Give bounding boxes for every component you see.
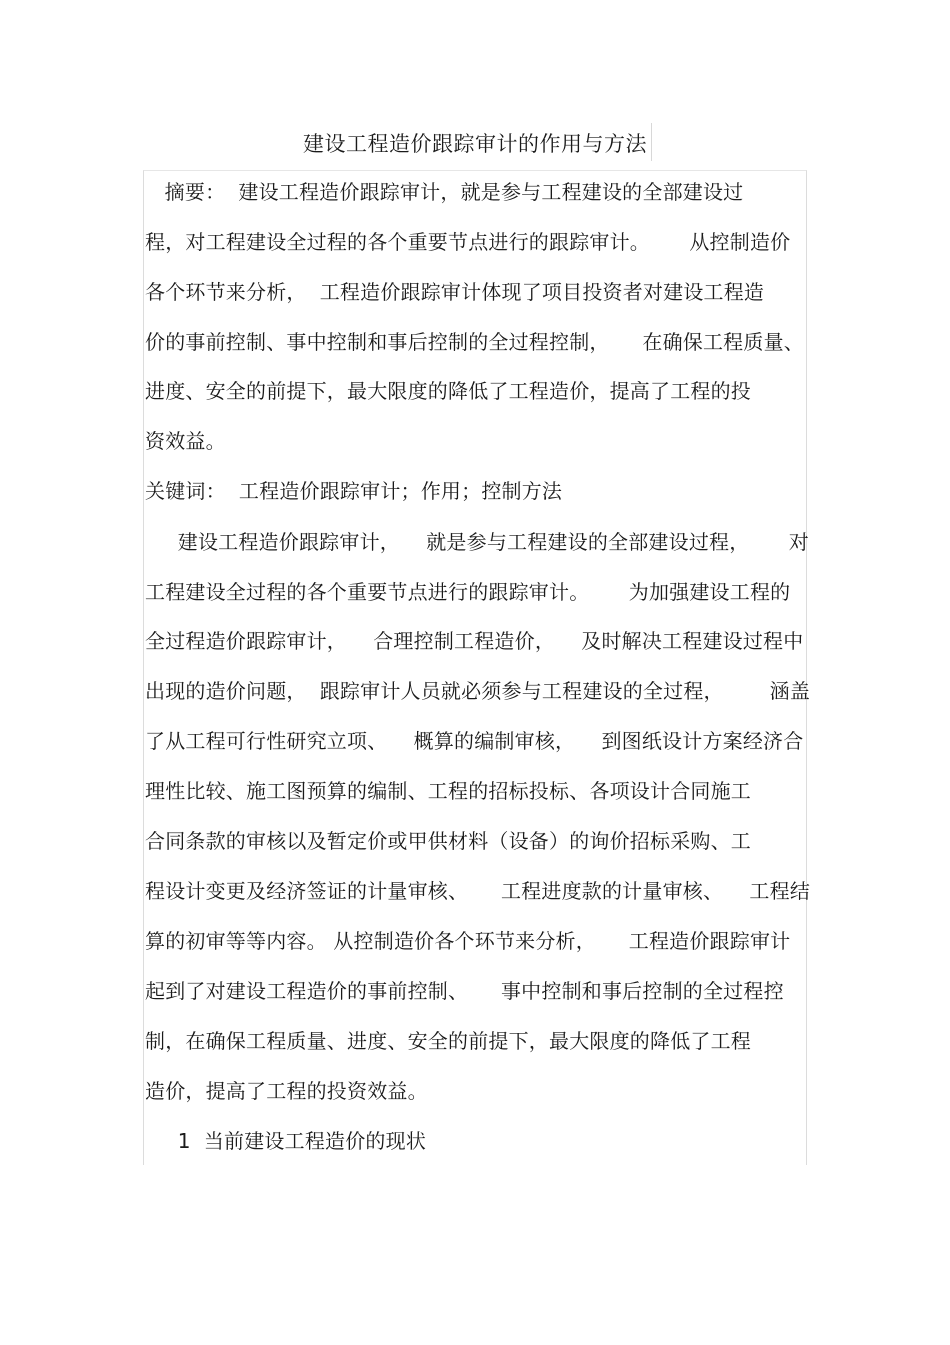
body-line-6: 理性比较、施工图预算的编制、工程的招标投标、各项设计合同施工 [145,779,751,803]
body-line-8: 程设计变更及经济签证的计量审核、 工程进度款的计量审核、 工程结 [145,879,811,903]
body-line-3: 全过程造价跟踪审计， 合理控制工程造价， 及时解决工程建设过程中 [145,629,804,653]
document-title: 建设工程造价跟踪审计的作用与方法 [303,132,647,156]
keywords-line: 关键词： 工程造价跟踪审计；作用；控制方法 [145,479,563,503]
body-line-9: 算的初审等等内容。 从控制造价各个环节来分析， 工程造价跟踪审计 [145,929,791,953]
body-line-1: 建设工程造价跟踪审计， 就是参与工程建设的全部建设过程， 对 [145,530,809,554]
body-line-12: 造价，提高了工程的投资效益。 [145,1079,428,1103]
body-line-10: 起到了对建设工程造价的事前控制、 事中控制和事后控制的全过程控 [145,979,784,1003]
abstract-line-5: 进度、安全的前提下，最大限度的降低了工程造价，提高了工程的投 [145,379,751,403]
abstract-line-2: 程，对工程建设全过程的各个重要节点进行的跟踪审计。 从控制造价 [145,230,791,254]
abstract-line-6: 资效益。 [145,429,226,453]
text-frame [143,170,807,1165]
abstract-line-3: 各个环节来分析， 工程造价跟踪审计体现了项目投资者对建设工程造 [145,280,765,304]
body-line-5: 了从工程可行性研究立项、 概算的编制审核， 到图纸设计方案经济合 [145,729,804,753]
body-line-11: 制，在确保工程质量、进度、安全的前提下，最大限度的降低了工程 [145,1029,751,1053]
section-heading: 1 当前建设工程造价的现状 [145,1129,427,1153]
body-line-7: 合同条款的审核以及暂定价或甲供材料（设备）的询价招标采购、工 [145,829,751,853]
body-line-4: 出现的造价问题， 跟踪审计人员就必须参与工程建设的全过程， 涵盖 [145,679,811,703]
abstract-line-4: 价的事前控制、事中控制和事后控制的全过程控制， 在确保工程质量、 [145,330,804,354]
body-line-2: 工程建设全过程的各个重要节点进行的跟踪审计。 为加强建设工程的 [145,580,791,604]
abstract-line-1: 摘要： 建设工程造价跟踪审计，就是参与工程建设的全部建设过 [145,180,744,204]
